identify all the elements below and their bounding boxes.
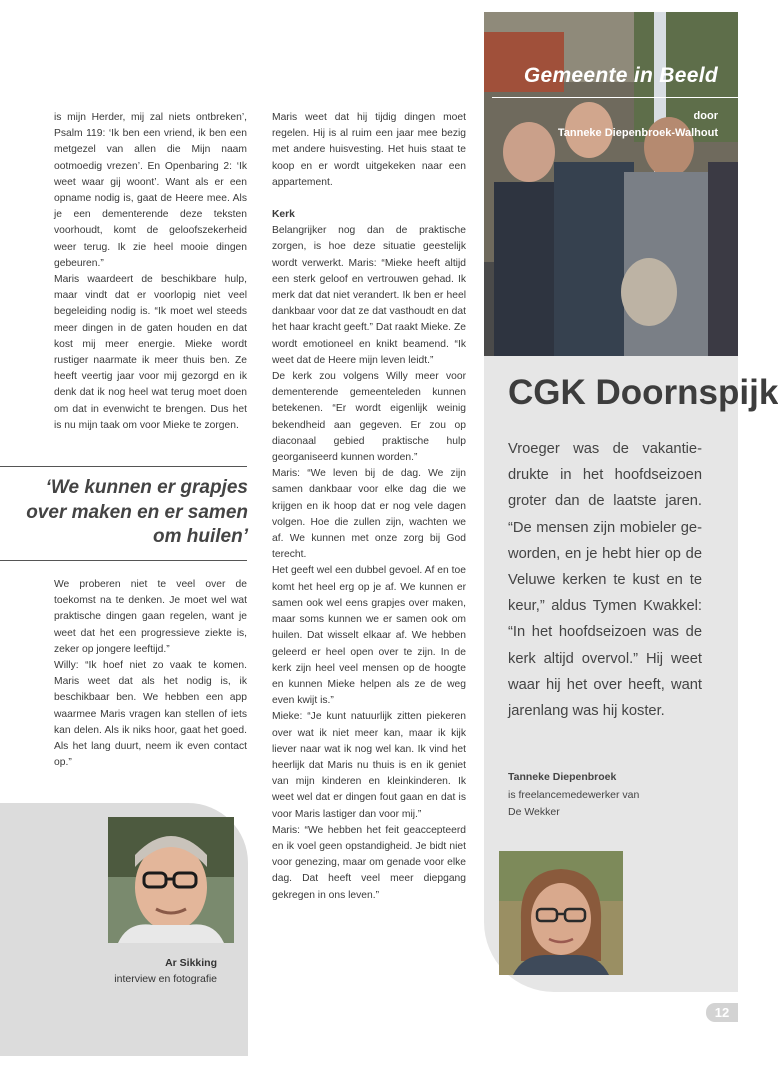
author-bio-line: De Wekker [508,806,560,818]
photographer-photo [108,817,234,943]
quote-rule-top [0,466,247,467]
banner-author: Tanneke Diepenbroek-Walhout [557,127,718,139]
body-paragraph: We proberen niet te veel over de toekomst na te denken. Je moet wel wat praktische dingen gaan regelen, want je weet dat het een progressieve ziekte is, zeker op jongere leeftijd.” [54,579,247,655]
article-title: CGK Doornspijk [508,373,778,412]
author-name: Tanneke Diepenbroek [508,771,617,783]
pull-quote: ‘We kunnen er grapjes over maken en er samen om huilen’ [26,477,248,547]
photographer-role: interview en fotografie [114,973,217,985]
author-bio-line: is freelancemedewerker van [508,789,640,801]
body-paragraph: Maris: “We hebben het feit geaccepteerd en ik voel geen opstandigheid. Je bidt niet voor genezing, maar om genade voor elke dag. Dat heeft veel meer diepgang gekregen in ons leven.” [272,824,466,901]
body-paragraph: Maris weet dat hij tijdig dingen moet regelen. Hij is al ruim een jaar mee bezig met andere huisvesting. Het huis staat te koop en er wordt uitgekeken naar een appartement. [272,112,466,188]
page-number: 12 [706,1003,738,1022]
banner-rule [492,97,738,98]
body-paragraph: Maris: “We leven bij de dag. We zijn samen dankbaar voor elke dag die we krijgen en ik hoop dat er nog vele dagen volgen. Hoe die zullen zijn, wachten we af. We kunnen met onze zorg bij God terecht. [272,468,466,561]
quote-rule-bottom [0,560,247,561]
body-paragraph: De kerk zou volgens Willy meer voor dementerende gemeenteleden kunnen betekenen. “Er wordt eigenlijk weinig bekendheid aan gegeven. Er zou op diaconaal gebied praktische hulp georganiseerd kunnen worden.” [272,371,466,464]
left-column-top [54,110,247,434]
body-paragraph: Maris waardeert de beschikbare hulp, maar vindt dat er voorlopig niet veel begeleiding nodig is. “Ik moet wel steeds meer dingen in de gaten houden en dat kost mij meer energie. Mieke wordt rustiger naarmate ik meer thuis ben. Ze heeft veertig jaar voor mij gezorgd en ik denk dat ik nog heel wat terug moet doen om dat in evenwicht te brengen. Dus het is nu mijn taak om voor Mieke te zorgen. [54,274,247,431]
left-column-bottom [54,577,247,771]
middle-column [272,110,466,904]
banner-by: door [693,110,718,122]
body-paragraph: Mieke: “Je kunt natuurlijk zitten piekeren over wat ik niet meer kan, maar ik kijk liever naar wat ik nog wel kan. Ik vind het heerlijk dat Maris nu thuis is en ik geniet van mijn kinderen en kleinkinderen. Ik weet wel dat er dingen fout gaan en dat is voor Maris lastiger dan voor mij.” [272,711,466,820]
article-intro: Vroeger was de vakantiedrukte in het hoofdseizoen groter dan de laatste jaren. “De mensen zijn mobieler geworden, en je hebt hier op de Veluwe kerken te kust en te keur,” aldus Tymen Kwakkel: “In het hoofdseizoen was de kerk altijd overvol.” Hij weet waar hij het over heeft, want jarenlang was hij koster. [508,441,702,720]
body-paragraph: Belangrijker nog dan de praktische zorgen, is hoe deze situatie geestelijk wordt verwerkt. Maris: “Mieke heeft altijd een sterk geloof en vertrouwen gehad. Ik merk dat dat niet verandert. Ik ben er heel dankbaar voor dat ze dat vasthoudt en dat het haar kracht geeft.” Dat raakt Mieke. Ze wordt emotioneel en knikt beamend. “Ik weet dat de Heere mijn leven leidt.” [272,225,466,366]
photographer-name: Ar Sikking [165,957,217,969]
section-banner-title: Gemeente in Beeld [523,64,718,87]
spacer [272,191,466,207]
section-subheading: Kerk [272,209,295,221]
author-bio [508,787,668,821]
author-photo [499,851,623,975]
body-paragraph: Willy: “Ik hoef niet zo vaak te komen. Maris weet dat als het nodig is, ik beschikbaar ben. We hebben een app waarmee Maris vragen kan stellen of iets kan delen. Als ik niks hoor, gaat het goed. Als het lang duurt, neem ik even contact op.” [54,660,247,769]
body-paragraph: Het geeft wel een dubbel gevoel. Af en toe komt het heel erg op je af. We kunnen er samen ook wel eens grapjes over maken, maar soms kunnen we er samen ook om huilen. Dat wisselt elkaar af. We hebben geleerd er heel open over te zijn. In de kerk zijn heel veel mensen op de hoogte en kunnen Mieke helpen als ze de weg even kwijt is.” [272,565,466,707]
body-paragraph: is mijn Herder, mij zal niets ontbreken’, Psalm 119: ‘Ik ben een vriend, ik ben een metgezel van allen die Mijn naam ootmoedig vrezen’. En Openbaring 2: ‘Ik weet waar gij woont’. Want als er een opname nodig is, gaat de Heere mee. Als je een dementerende deze teksten voorhoudt, komt de geloofszekerheid weer terug. Ik zie heel mooie dingen gebeuren.” [54,112,247,269]
